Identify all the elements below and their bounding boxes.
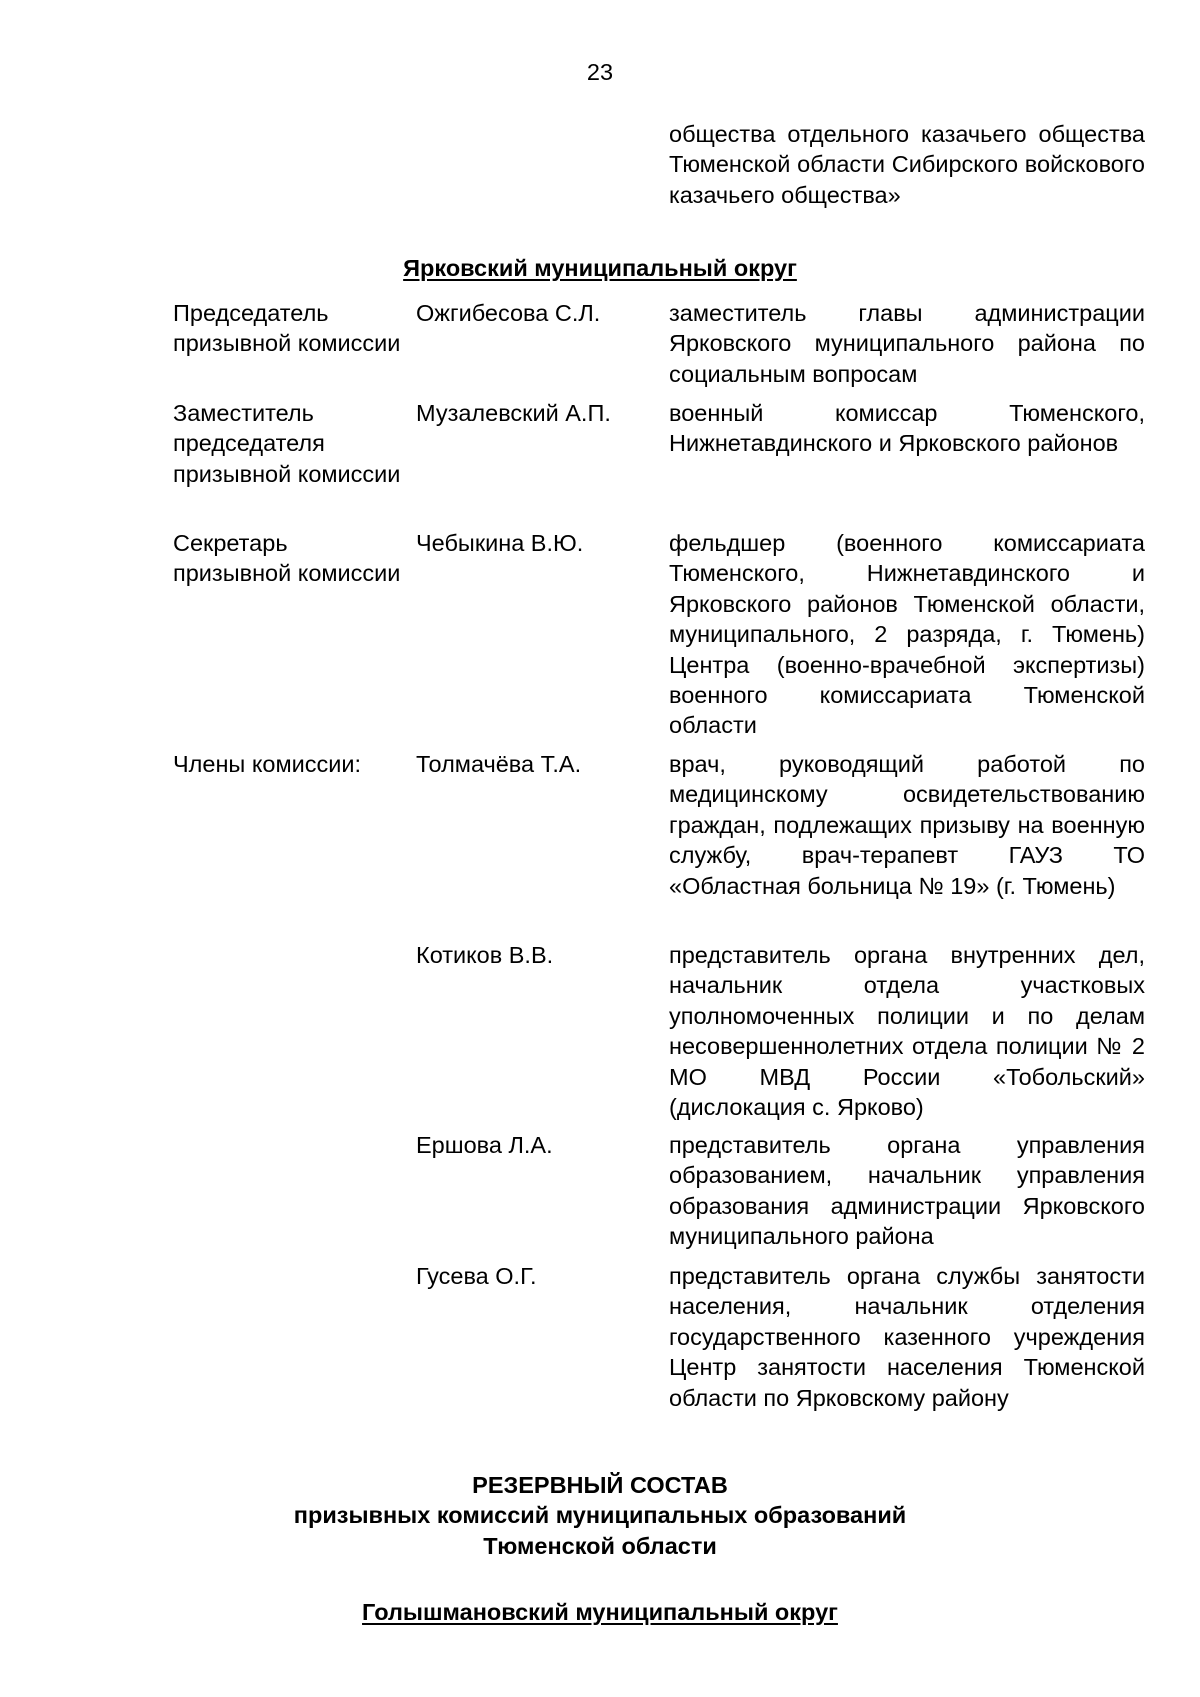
member-description: заместитель главы администрации Ярковского муниципального района по социальным вопросам [669,300,1145,387]
page-number: 23 [586,59,614,85]
continuation-text: общества отдельного казачьего общества Тюменской области Сибирского войскового казачьего общества» [669,121,1145,208]
member-name: Гусева О.Г. [416,1263,537,1289]
reserve-heading [0,1470,1200,1561]
section-title: Голышмановский муниципальный округ [362,1599,838,1625]
reserve-title-line2: призывных комиссий муниципальных образований [293,1502,907,1529]
section-heading-yarkovsky [0,253,1200,283]
member-role: Заместитель председателя призывной комиссии [173,400,401,487]
member-role: Члены комиссии: [173,751,362,777]
reserve-title-line3: Тюменской области [483,1532,717,1559]
member-role: Председатель призывной комиссии [173,300,401,357]
member-description: представитель органа службы занятости населения, начальник отделения государственного казенного учреждения Центр занятости населения Тюменской области по Ярковскому району [669,1263,1145,1411]
section-title: Ярковский муниципальный округ [403,255,797,281]
member-role: Секретарь призывной комиссии [173,530,401,587]
member-name: Котиков В.В. [416,942,554,968]
member-description: фельдшер (военного комиссариата Тюменского, Нижнетавдинского и Ярковского районов Тюменской области, муниципального, 2 разряда, г. Тюмень) Центра (военно-врачебной экспертизы) военного комиссариата Тюменской области [669,530,1145,739]
member-name: Толмачёва Т.А. [416,751,582,777]
member-description: врач, руководящий работой по медицинскому освидетельствованию граждан, подлежащих призыву на военную службу, врач-терапевт ГАУЗ ТО «Областная больница № 19» (г. Тюмень) [669,751,1145,899]
member-description: представитель органа управления образованием, начальник управления образования администрации Ярковского муниципального района [669,1132,1145,1250]
section-heading-golyshmanovsky [0,1597,1200,1627]
member-name: Чебыкина В.Ю. [416,530,584,556]
member-name: Ершова Л.А. [416,1132,553,1158]
member-name: Ожгибесова С.Л. [416,300,601,326]
member-description: представитель органа внутренних дел, начальник отдела участковых уполномоченных полиции и по делам несовершеннолетних отдела полиции № 2 МО МВД России «Тобольский» (дислокация с. Ярково) [669,942,1145,1121]
member-description: военный комиссар Тюменского, Нижнетавдинского и Ярковского районов [669,400,1145,457]
reserve-title-line1: РЕЗЕРВНЫЙ СОСТАВ [472,1472,728,1498]
member-name: Музалевский А.П. [416,400,611,426]
